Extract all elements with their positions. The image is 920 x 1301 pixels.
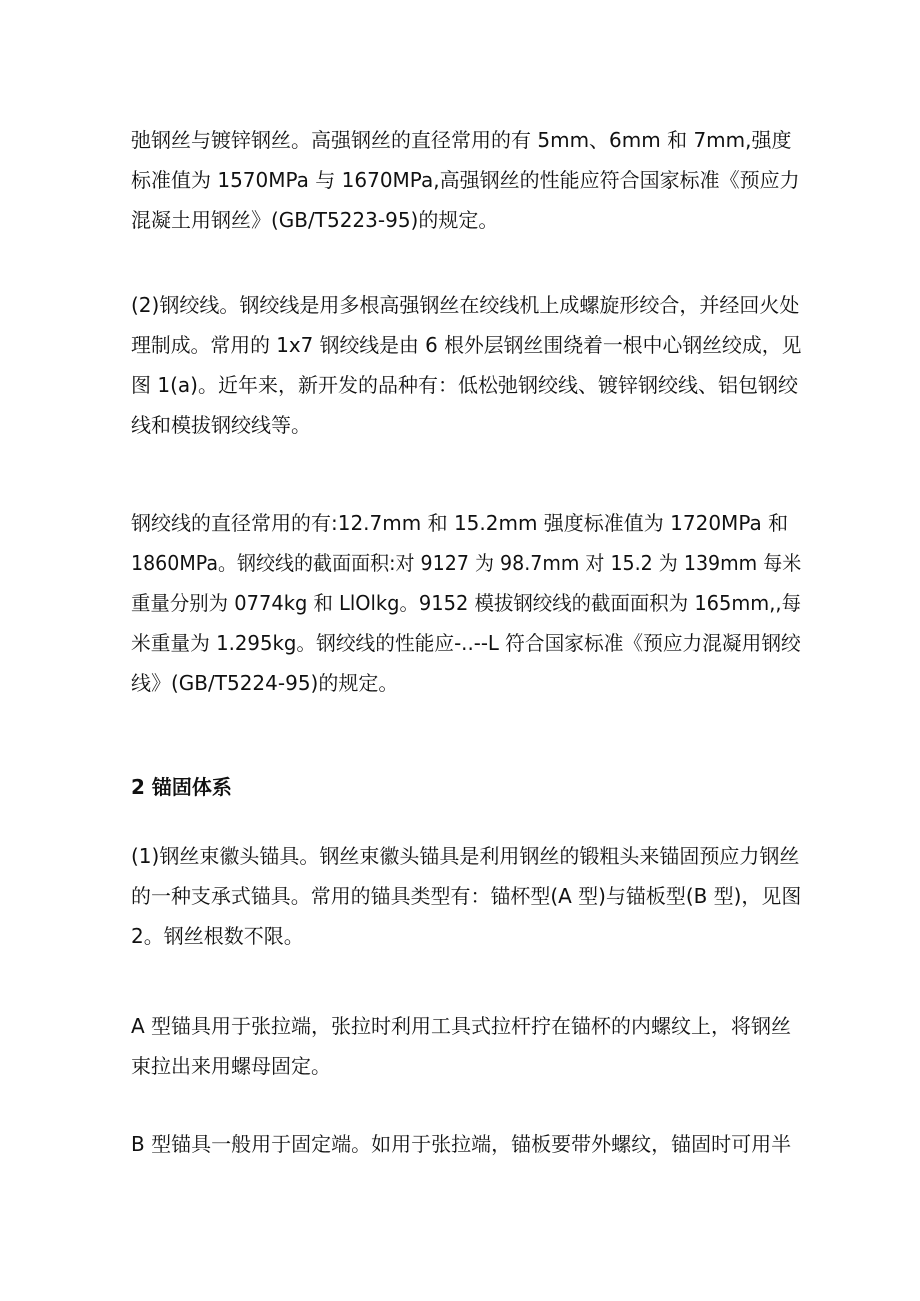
text-line: 1860MPa。钢绞线的截面面积:对 9127 为 98.7mm 对 15.2 为 139mm 每米 xyxy=(131,551,802,575)
text-line: 弛钢丝与镀锌钢丝。高强钢丝的直径常用的有 5mm、6mm 和 7mm,强度 xyxy=(131,128,792,152)
section-title: 2 锚固体系 xyxy=(131,775,232,799)
text-line: 理制成。常用的 1x7 钢绞线是由 6 根外层钢丝围绕着一根中心钢丝绞成，见 xyxy=(131,333,802,357)
text-line: 重量分别为 0774kg 和 LlOlkg。9152 模拔钢绞线的截面面积为 165mm,,每 xyxy=(131,591,801,615)
text-line: (2)钢绞线。钢绞线是用多根高强钢丝在绞线机上成螺旋形绞合，并经回火处 xyxy=(131,293,800,317)
text-line: 束拉出来用螺母固定。 xyxy=(131,1054,331,1078)
paragraph-type-a xyxy=(131,1006,801,1086)
text-line: B 型锚具一般用于固定端。如用于张拉端，锚板要带外螺纹，锚固时可用半 xyxy=(131,1132,792,1156)
text-line: A 型锚具用于张拉端，张拉时利用工具式拉杆拧在锚杯的内螺纹上，将钢丝 xyxy=(131,1014,792,1038)
text-line: 的一种支承式锚具。常用的锚具类型有：锚杯型(A 型)与锚板型(B 型)，见图 xyxy=(131,884,802,908)
text-line: 线和模拔钢绞线等。 xyxy=(131,413,311,437)
paragraph-strand-intro xyxy=(131,285,801,445)
text-line: 钢绞线的直径常用的有:12.7mm 和 15.2mm 强度标准值为 1720MPa 和 xyxy=(131,511,789,535)
paragraph-anchor-types xyxy=(131,836,801,956)
text-line: 图 1(a)。近年来，新开发的品种有：低松弛钢绞线、镀锌钢绞线、铝包钢绞 xyxy=(131,373,798,397)
text-line: 标准值为 1570MPa 与 1670MPa,高强钢丝的性能应符合国家标准《预应力 xyxy=(131,168,800,192)
text-line: 线》(GB/T5224-95)的规定。 xyxy=(131,671,399,695)
text-line: (1)钢丝束徽头锚具。钢丝束徽头锚具是利用钢丝的锻粗头来锚固预应力钢丝 xyxy=(131,844,800,868)
text-line: 混凝土用钢丝》(GB/T5223-95)的规定。 xyxy=(131,208,499,232)
paragraph-steel-wire xyxy=(131,120,801,240)
paragraph-type-b xyxy=(131,1124,801,1164)
section-heading xyxy=(131,767,801,807)
text-line: 2。钢丝根数不限。 xyxy=(131,924,304,948)
text-line: 米重量为 1.295kg。钢绞线的性能应-..--L 符合国家标准《预应力混凝用钢绞 xyxy=(131,631,801,655)
paragraph-strand-specs xyxy=(131,503,801,703)
